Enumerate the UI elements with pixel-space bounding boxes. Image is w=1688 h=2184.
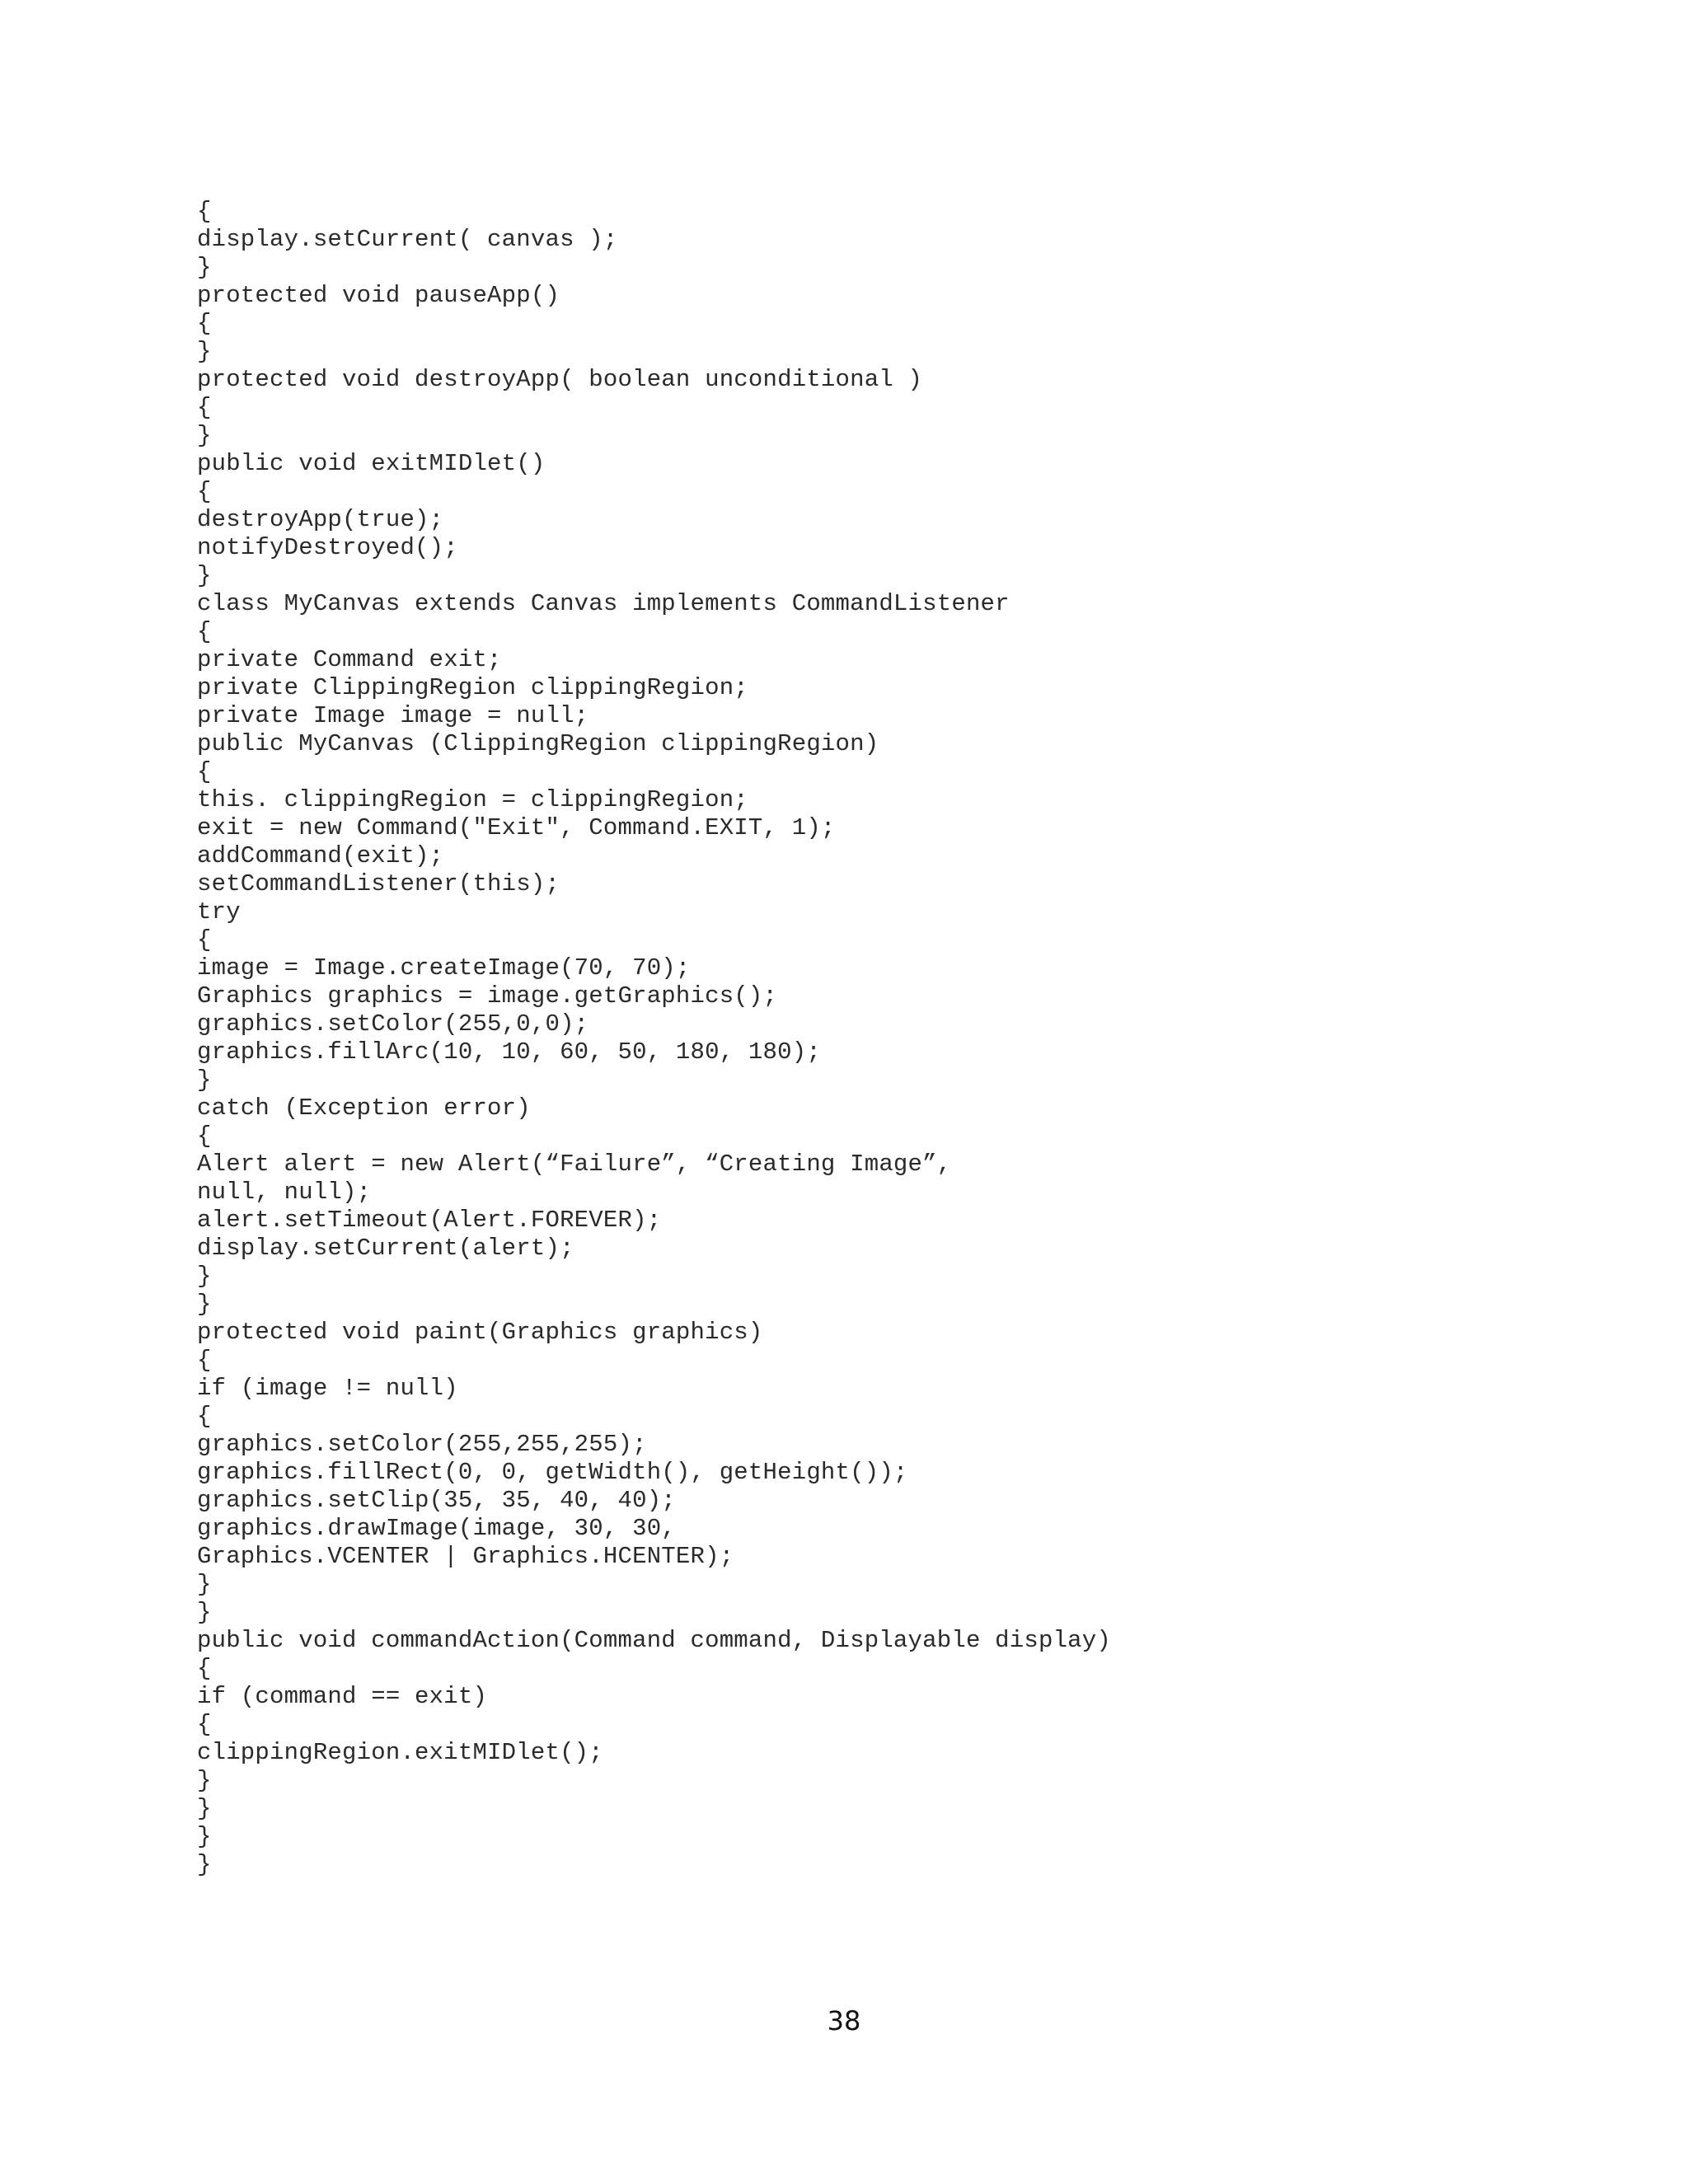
code-line: protected void pauseApp() xyxy=(197,282,560,309)
code-line: null, null); xyxy=(197,1179,372,1206)
code-line: setCommandListener(this); xyxy=(197,870,560,898)
code-line: graphics.setClip(35, 35, 40, 40); xyxy=(197,1487,676,1514)
code-line: { xyxy=(197,1347,212,1374)
code-line: } xyxy=(197,1571,212,1598)
code-line: protected void paint(Graphics graphics) xyxy=(197,1319,763,1346)
code-line: } xyxy=(197,1291,212,1318)
code-line: public MyCanvas (ClippingRegion clippingRegion) xyxy=(197,730,879,757)
code-line: protected void destroyApp( boolean unconditional ) xyxy=(197,366,923,393)
code-line: } xyxy=(197,1066,212,1094)
code-line: display.setCurrent( canvas ); xyxy=(197,226,618,253)
code-line: private Command exit; xyxy=(197,646,502,673)
code-line: try xyxy=(197,898,241,926)
code-line: } xyxy=(197,1795,212,1822)
code-line: { xyxy=(197,758,212,785)
code-line: { xyxy=(197,1655,212,1682)
code-line: { xyxy=(197,1403,212,1430)
code-line: alert.setTimeout(Alert.FOREVER); xyxy=(197,1207,662,1234)
code-line: { xyxy=(197,310,212,337)
code-line: { xyxy=(197,478,212,505)
code-line: { xyxy=(197,926,212,954)
code-line: Graphics graphics = image.getGraphics(); xyxy=(197,982,778,1010)
code-line: } xyxy=(197,338,212,365)
code-line: graphics.drawImage(image, 30, 30, xyxy=(197,1515,676,1542)
code-line: { xyxy=(197,1122,212,1150)
page-number: 38 xyxy=(827,2005,861,2036)
code-line: { xyxy=(197,1711,212,1738)
code-line: class MyCanvas extends Canvas implements CommandListener xyxy=(197,590,1010,617)
code-line: } xyxy=(197,1851,212,1878)
code-line: } xyxy=(197,422,212,449)
code-line: Alert alert = new Alert(“Failure”, “Creating Image”, xyxy=(197,1151,952,1178)
code-line: } xyxy=(197,1599,212,1626)
code-line: { xyxy=(197,618,212,645)
code-line: addCommand(exit); xyxy=(197,842,444,869)
code-line: graphics.setColor(255,0,0); xyxy=(197,1010,589,1038)
code-line: } xyxy=(197,1767,212,1794)
code-line: this. clippingRegion = clippingRegion; xyxy=(197,786,748,813)
code-line: catch (Exception error) xyxy=(197,1094,531,1122)
code-line: image = Image.createImage(70, 70); xyxy=(197,954,691,982)
code-line: if (image != null) xyxy=(197,1375,458,1402)
code-line: private ClippingRegion clippingRegion; xyxy=(197,674,748,701)
code-line: } xyxy=(197,254,212,281)
code-listing xyxy=(197,198,1598,1879)
code-line: { xyxy=(197,394,212,421)
code-line: if (command == exit) xyxy=(197,1683,488,1710)
code-line: graphics.fillRect(0, 0, getWidth(), getHeight()); xyxy=(197,1459,908,1486)
code-line: Graphics.VCENTER | Graphics.HCENTER); xyxy=(197,1543,734,1570)
code-line: notifyDestroyed(); xyxy=(197,534,458,561)
code-line: public void exitMIDlet() xyxy=(197,450,546,477)
code-line: public void commandAction(Command command, Displayable display) xyxy=(197,1627,1111,1654)
code-line: display.setCurrent(alert); xyxy=(197,1235,574,1262)
code-line: destroyApp(true); xyxy=(197,506,444,533)
code-line: } xyxy=(197,1823,212,1850)
code-line: graphics.setColor(255,255,255); xyxy=(197,1431,647,1458)
code-line: } xyxy=(197,1263,212,1290)
code-line: exit = new Command("Exit", Command.EXIT, 1); xyxy=(197,814,836,841)
code-line: graphics.fillArc(10, 10, 60, 50, 180, 180); xyxy=(197,1038,821,1066)
code-line: { xyxy=(197,198,212,225)
code-line: } xyxy=(197,562,212,589)
code-line: clippingRegion.exitMIDlet(); xyxy=(197,1739,603,1766)
code-line: private Image image = null; xyxy=(197,702,589,729)
